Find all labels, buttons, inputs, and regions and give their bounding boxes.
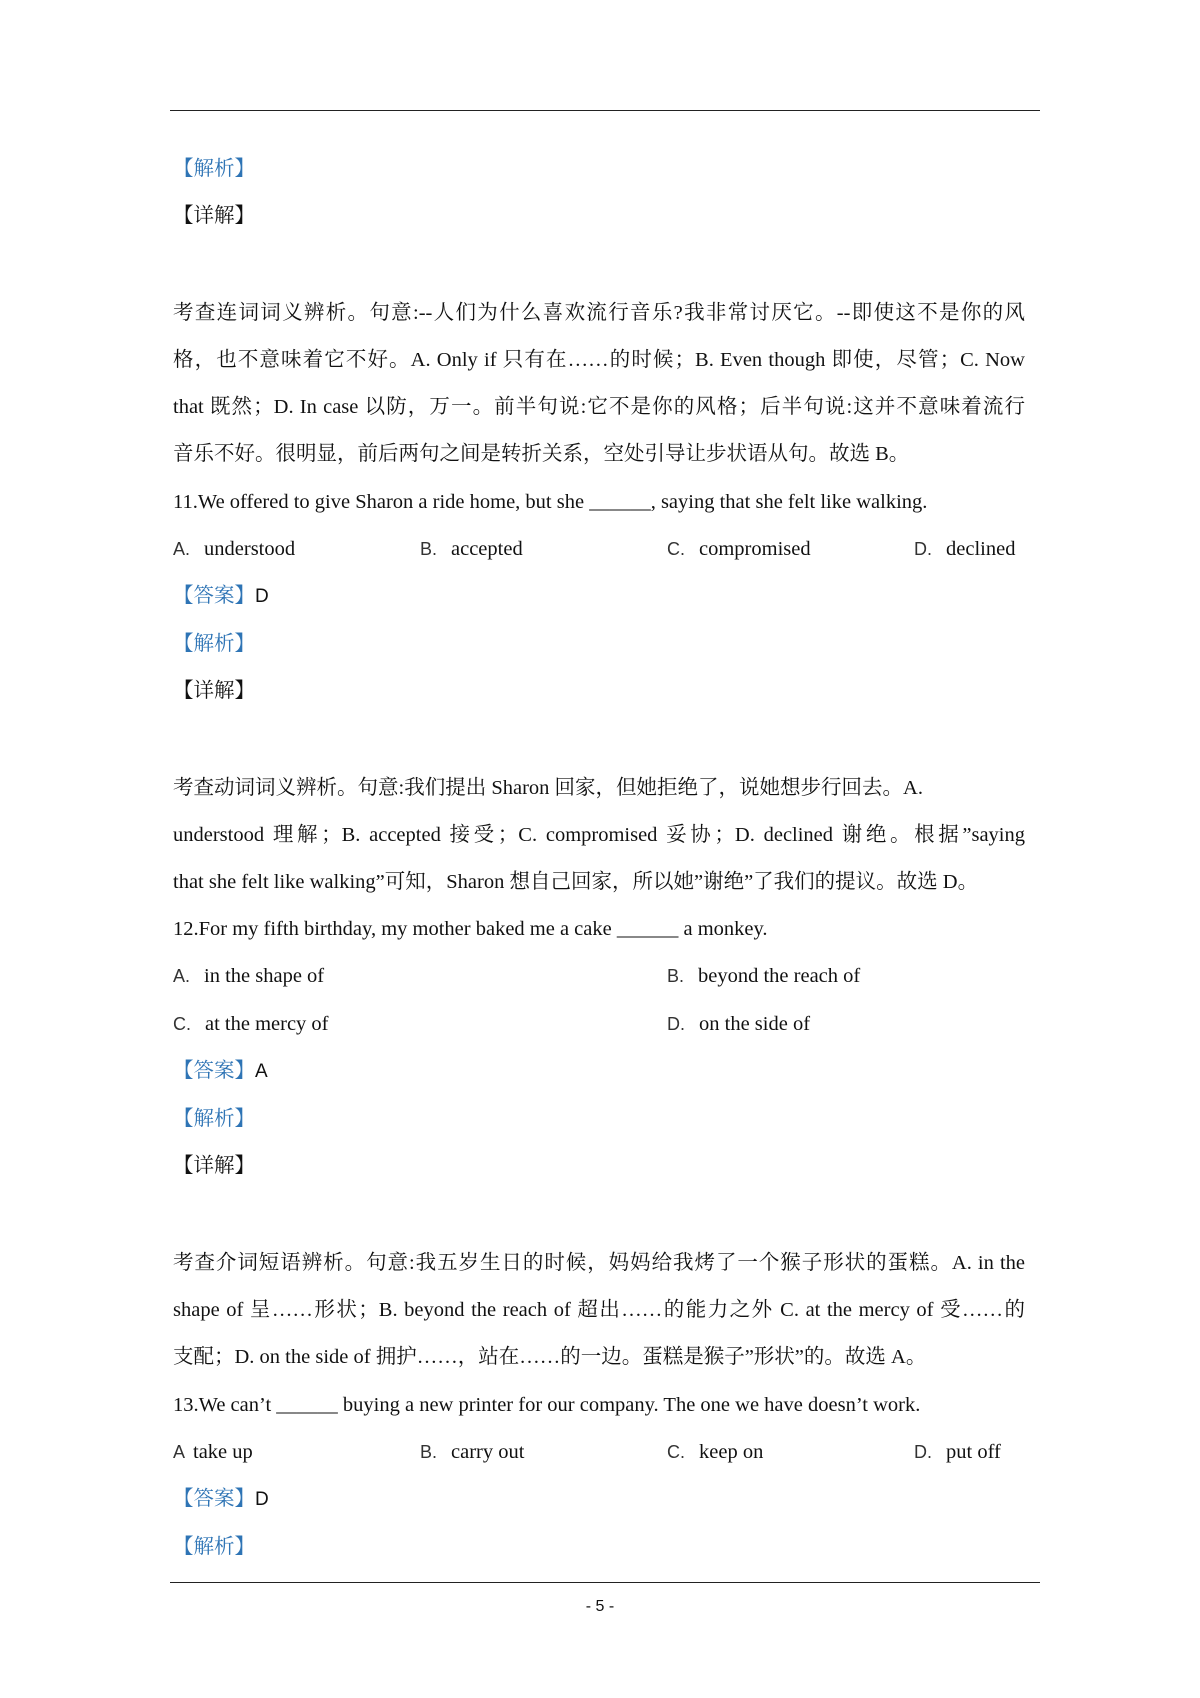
explanation-line: 支配；D. on the side of 拥护……，站在……的一边。蛋糕是猴子”形状”的。故选 A。 [173,1346,927,1368]
answer-row [173,582,269,611]
option-d: D. declined [914,538,1016,560]
explanation-line: understood 理解；B. accepted 接受；C. compromised 妥协；D. declined 谢绝。根据”saying [173,824,1025,846]
option-a: A. understood [173,538,296,560]
option-c: C. compromised [667,538,811,560]
option-b: B. carry out [420,1441,525,1463]
answer-value: D [255,586,269,607]
explanation-line: 考查连词词义辨析。句意:--人们为什么喜欢流行音乐?我非常讨厌它。--即使这不是你的风 [173,302,1025,324]
page-number: - 5 - [585,1598,615,1615]
header-rule [170,110,1040,111]
answer-row [173,1057,268,1086]
option-d: D. on the side of [667,1013,811,1035]
explanation-line: that 既然；D. In case 以防，万一。前半句说:它不是你的风格；后半句说:这并不意味着流行 [173,396,1025,418]
explanation-line: 音乐不好。很明显，前后两句之间是转折关系，空处引导让步状语从句。故选 B。 [173,443,910,465]
question-stem: 11.We offered to give Sharon a ride home, but she ______, saying that she felt like walking. [173,491,928,513]
explanation-line: 考查动词词义辨析。句意:我们提出 Sharon 回家，但她拒绝了，说她想步行回去。A. [173,777,923,799]
answer-label: 【答案】 [173,1488,255,1510]
option-d: D. put off [914,1441,1001,1463]
answer-value: A [255,1061,268,1082]
analysis-label: 【解析】 [173,158,255,180]
explanation-line: shape of 呈……形状；B. beyond the reach of 超出……的能力之外 C. at the mercy of 受……的 [173,1299,1025,1321]
explanation-line: 格，也不意味着它不好。A. Only if 只有在……的时候；B. Even though 即使，尽管；C. Now [173,349,1025,371]
detail-label: 【详解】 [173,680,255,702]
answer-row [173,1485,269,1514]
option-b: B. beyond the reach of [667,965,861,987]
analysis-label: 【解析】 [173,1108,255,1130]
option-c: C. at the mercy of [173,1013,329,1035]
option-b: B. accepted [420,538,523,560]
analysis-label: 【解析】 [173,633,255,655]
analysis-label: 【解析】 [173,1536,255,1558]
question-stem: 13.We can’t ______ buying a new printer for our company. The one we have doesn’t work. [173,1394,921,1416]
question-stem: 12.For my fifth birthday, my mother baked me a cake ______ a monkey. [173,918,768,940]
footer-rule [170,1582,1040,1583]
option-a: A take up [173,1441,253,1463]
answer-label: 【答案】 [173,585,255,607]
answer-value: D [255,1489,269,1510]
answer-label: 【答案】 [173,1060,255,1082]
detail-label: 【详解】 [173,1155,255,1177]
detail-label: 【详解】 [173,205,255,227]
option-a: A. in the shape of [173,965,325,987]
option-c: C. keep on [667,1441,764,1463]
explanation-line: that she felt like walking”可知，Sharon 想自己回家，所以她”谢绝”了我们的提议。故选 D。 [173,871,979,893]
explanation-line: 考查介词短语辨析。句意:我五岁生日的时候，妈妈给我烤了一个猴子形状的蛋糕。A. in the [173,1252,1025,1274]
